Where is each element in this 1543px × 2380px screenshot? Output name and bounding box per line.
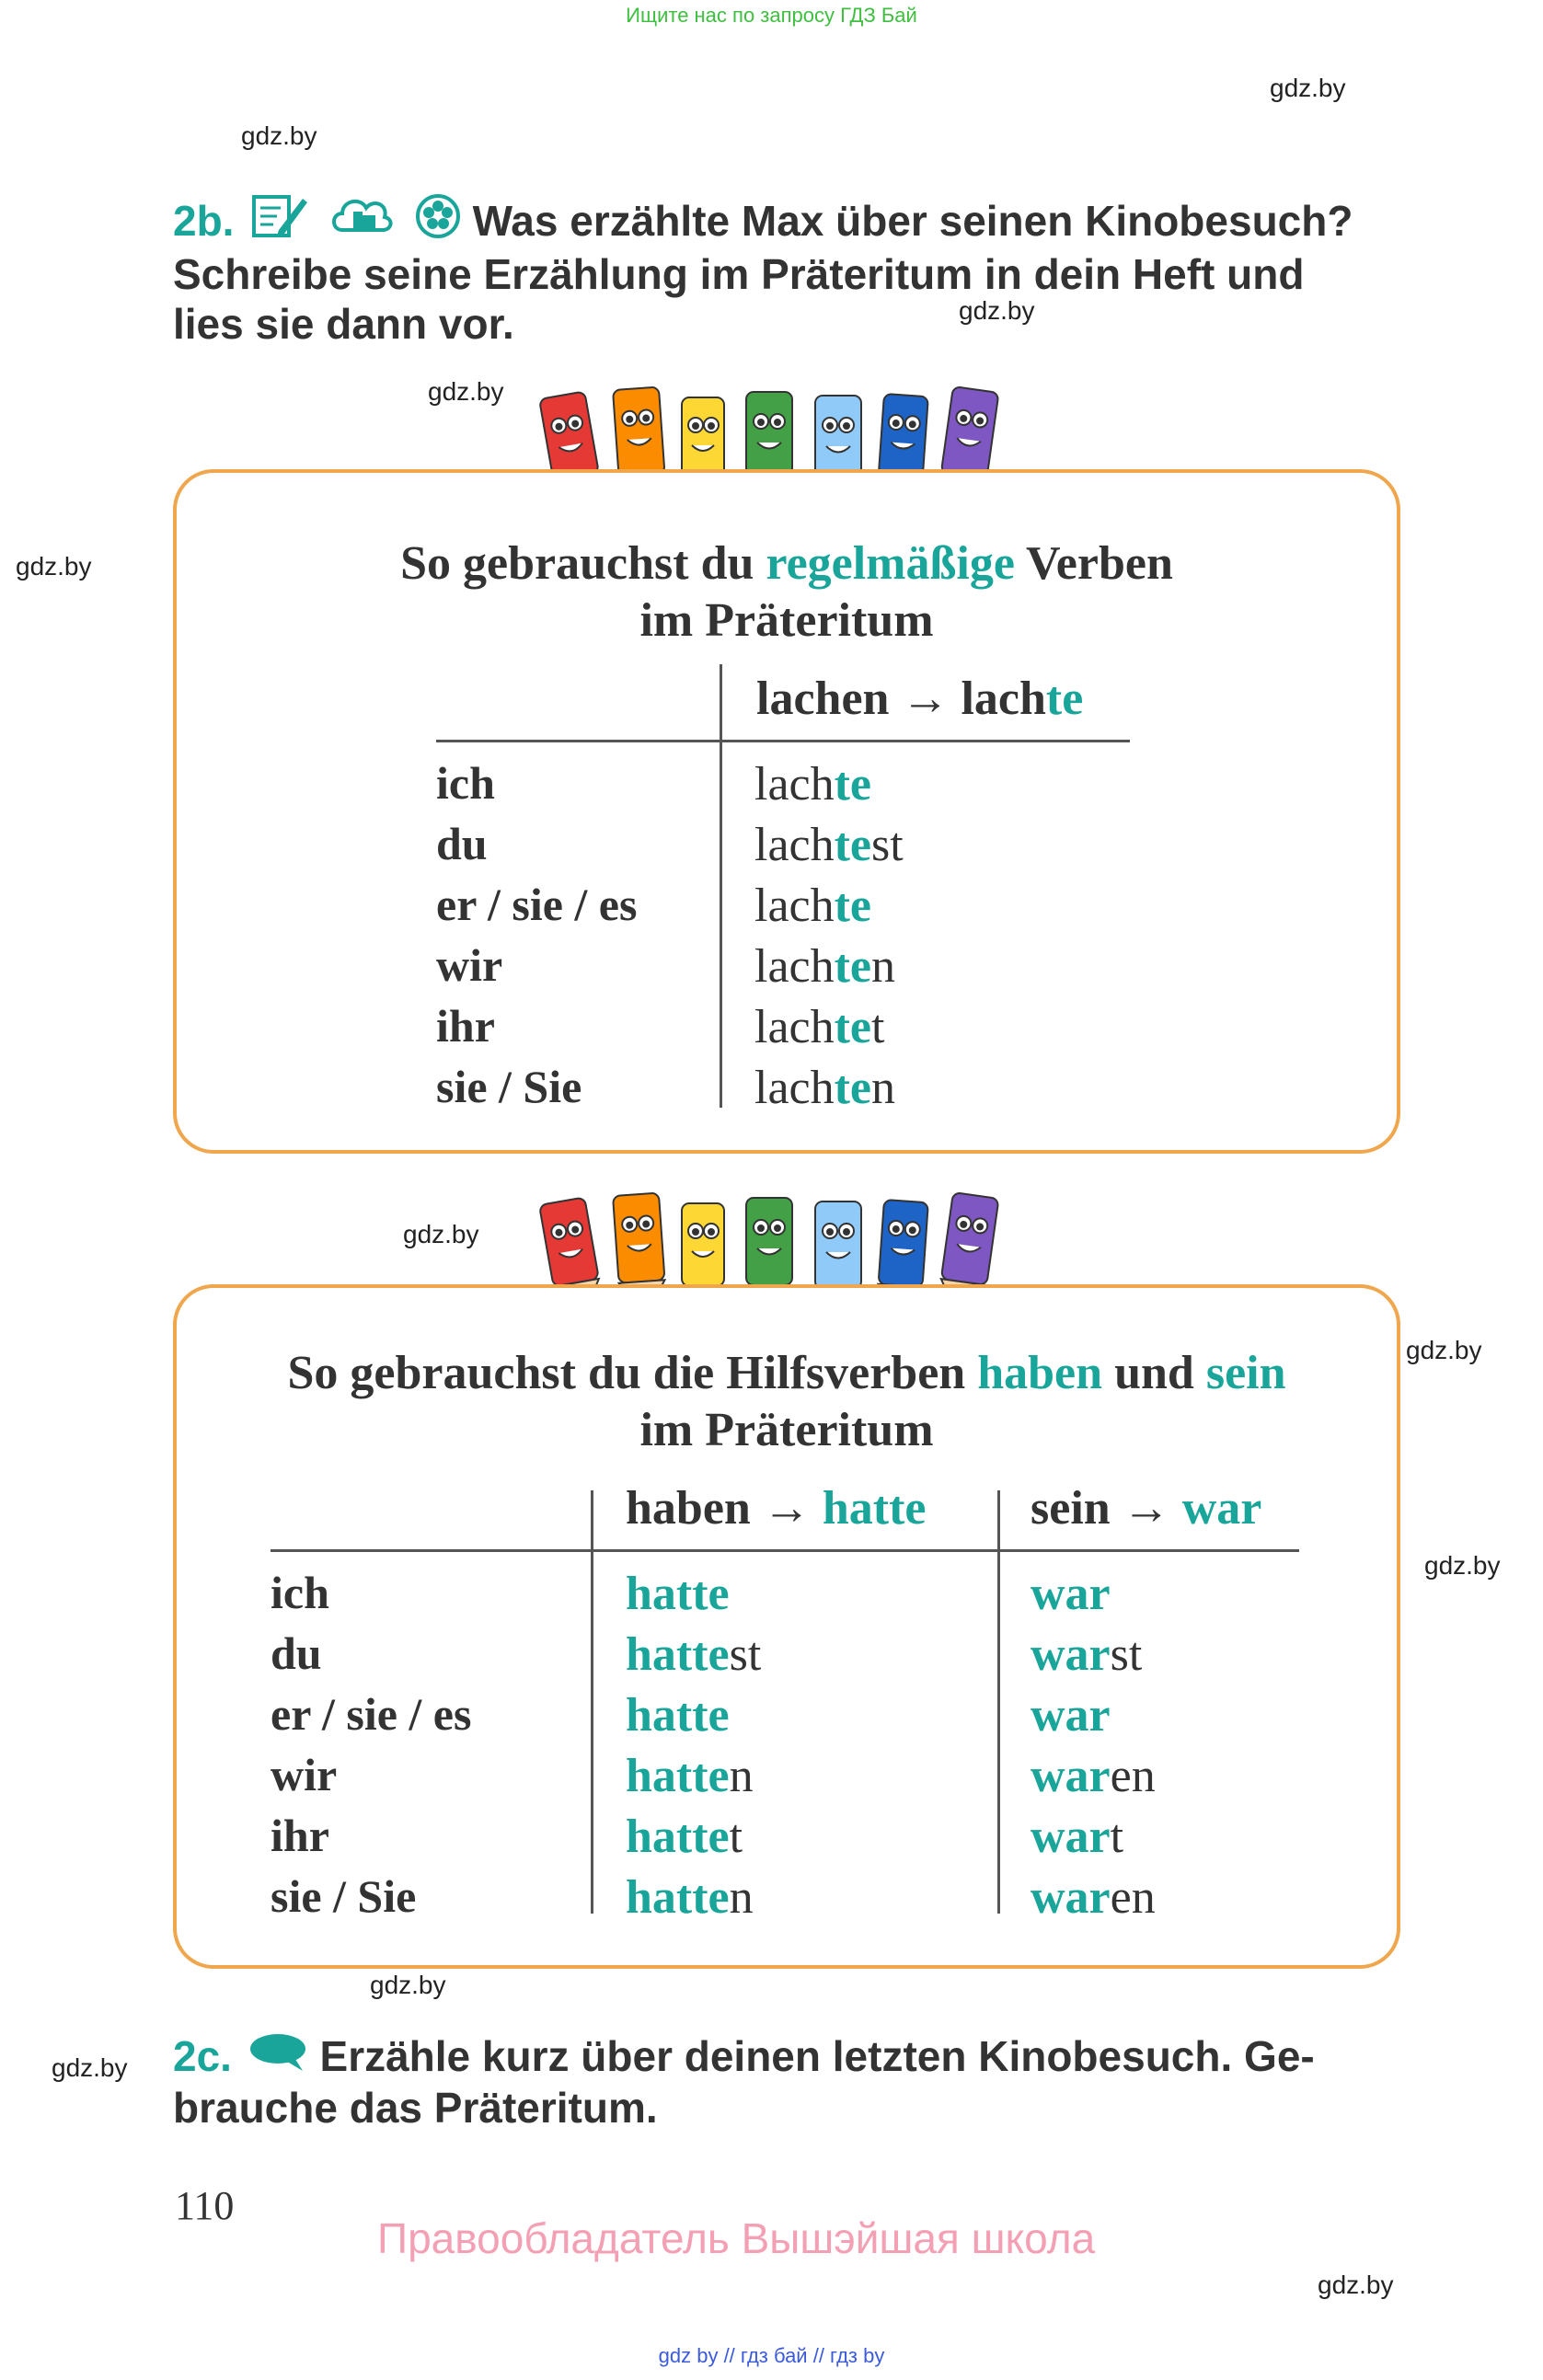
pronoun: wir [436, 939, 503, 991]
pronoun: er / sie / es [436, 879, 638, 930]
table-divider-vertical [997, 1490, 1000, 1914]
header-past: war [1181, 1482, 1262, 1535]
box1-title-line2: im Präteritum [639, 594, 934, 647]
watermark: gdz.by [1270, 74, 1346, 102]
box1-pronouns [436, 753, 637, 1117]
table-divider-vertical [720, 664, 722, 1108]
header-ending: te [1045, 673, 1084, 725]
watermark: gdz.by [1424, 1551, 1501, 1580]
verb-form: hatte [626, 1568, 730, 1620]
pronoun: du [271, 1627, 322, 1679]
box2-title-highlight-sein: sein [1205, 1347, 1286, 1399]
box1-forms [754, 754, 904, 1119]
watermark: gdz.by [959, 296, 1035, 325]
box2-header-sein [1031, 1481, 1261, 1535]
box1-title-highlight: regelmäßige [766, 537, 1015, 590]
box2-title-highlight-haben: haben [977, 1347, 1103, 1399]
verb-form: lachte [754, 880, 872, 932]
speech-bubble-icon [248, 2032, 308, 2083]
pronoun: ihr [436, 1000, 495, 1052]
task-2b [173, 193, 1461, 349]
verb-form: lachtest [754, 819, 904, 871]
footer-links: gdz by // гдз бай // гдз by [658, 2344, 885, 2367]
verb-form: hattet [626, 1811, 743, 1863]
watermark: gdz.by [52, 2053, 128, 2082]
watermark: gdz.by [1318, 2271, 1394, 2299]
task-2c-line1: Erzähle kurz über deinen letzten Kinobesuch. Ge- [319, 2032, 1315, 2080]
arrow-icon: → [762, 1482, 811, 1535]
box2-title-line2: im Präteritum [639, 1404, 934, 1456]
arrow-icon: → [1122, 1482, 1170, 1535]
verb-form: hatte [626, 1689, 730, 1742]
header-past: hatte [822, 1482, 927, 1535]
verb-form: wart [1031, 1811, 1124, 1863]
box2-haben-forms [626, 1564, 761, 1928]
watermark: gdz.by [16, 552, 92, 581]
verb-form: warst [1031, 1628, 1143, 1681]
cloud-folder-icon [329, 193, 394, 249]
box2-sein-forms [1031, 1564, 1156, 1928]
box1-title [173, 535, 1400, 650]
write-icon [251, 193, 308, 249]
verb-form: hatten [626, 1871, 754, 1924]
table-divider-horizontal [436, 740, 1130, 742]
copyright-notice: Правообладатель Вышэйшая школа [377, 2214, 1096, 2262]
header-infinitive: haben [626, 1482, 751, 1535]
arrow-icon: → [901, 673, 950, 725]
pronoun: du [436, 818, 488, 869]
box1-header [756, 672, 1083, 726]
pronoun: wir [271, 1749, 338, 1800]
box2-title-conjunction: und [1102, 1347, 1206, 1399]
box2-header-haben [626, 1481, 926, 1535]
task-2c-line2: brauche das Präteritum. [173, 2084, 658, 2132]
verb-form: war [1031, 1568, 1111, 1620]
header-infinitive: sein [1031, 1482, 1111, 1535]
header-stem: lach [961, 673, 1046, 725]
box2-title-text: So gebrauchst du die Hilfsverben [287, 1347, 978, 1399]
table-divider-horizontal [271, 1549, 1299, 1552]
verb-form: war [1031, 1689, 1111, 1742]
task-2b-line1: Was erzählte Max über seinen Kinobesuch? [472, 197, 1353, 245]
task-2b-line2: Schreibe seine Erzählung im Präteritum in dein Heft und [173, 250, 1305, 298]
pronoun: ihr [271, 1810, 329, 1861]
pronoun: ich [436, 757, 495, 809]
pronoun: er / sie / es [271, 1688, 472, 1740]
pronoun: sie / Sie [436, 1061, 582, 1112]
table-divider-vertical [591, 1490, 593, 1914]
verb-form: hatten [626, 1750, 754, 1802]
pronoun: sie / Sie [271, 1870, 417, 1922]
verb-form: waren [1031, 1750, 1156, 1802]
watermark: gdz.by [403, 1220, 479, 1248]
pronoun: ich [271, 1567, 329, 1618]
task-number: 2c. [173, 2032, 232, 2080]
box2-pronouns [271, 1562, 471, 1926]
watermark: gdz.by [1406, 1336, 1482, 1364]
box1-title-text: So gebrauchst du [400, 537, 766, 590]
verb-form: hattest [626, 1628, 762, 1681]
verb-form: lachtet [754, 1001, 885, 1053]
task-2b-line3: lies sie dann vor. [173, 300, 514, 348]
verb-form: lachten [754, 940, 896, 993]
task-number: 2b. [173, 197, 235, 245]
box2-title [173, 1345, 1400, 1459]
box1-title-text-end: Verben [1014, 537, 1173, 590]
header-infinitive: lachen [756, 673, 890, 725]
watermark: gdz.by [370, 1971, 446, 1999]
page-number: 110 [175, 2183, 235, 2228]
verb-form: lachte [754, 758, 872, 811]
gear-flower-icon [415, 193, 461, 249]
watermark: gdz.by [241, 121, 317, 150]
watermark: gdz.by [428, 377, 504, 406]
task-2c [173, 2031, 1461, 2133]
verb-form: waren [1031, 1871, 1156, 1924]
verb-form: lachten [754, 1062, 896, 1114]
top-note: Ищите нас по запросу ГДЗ Бай [626, 4, 917, 27]
